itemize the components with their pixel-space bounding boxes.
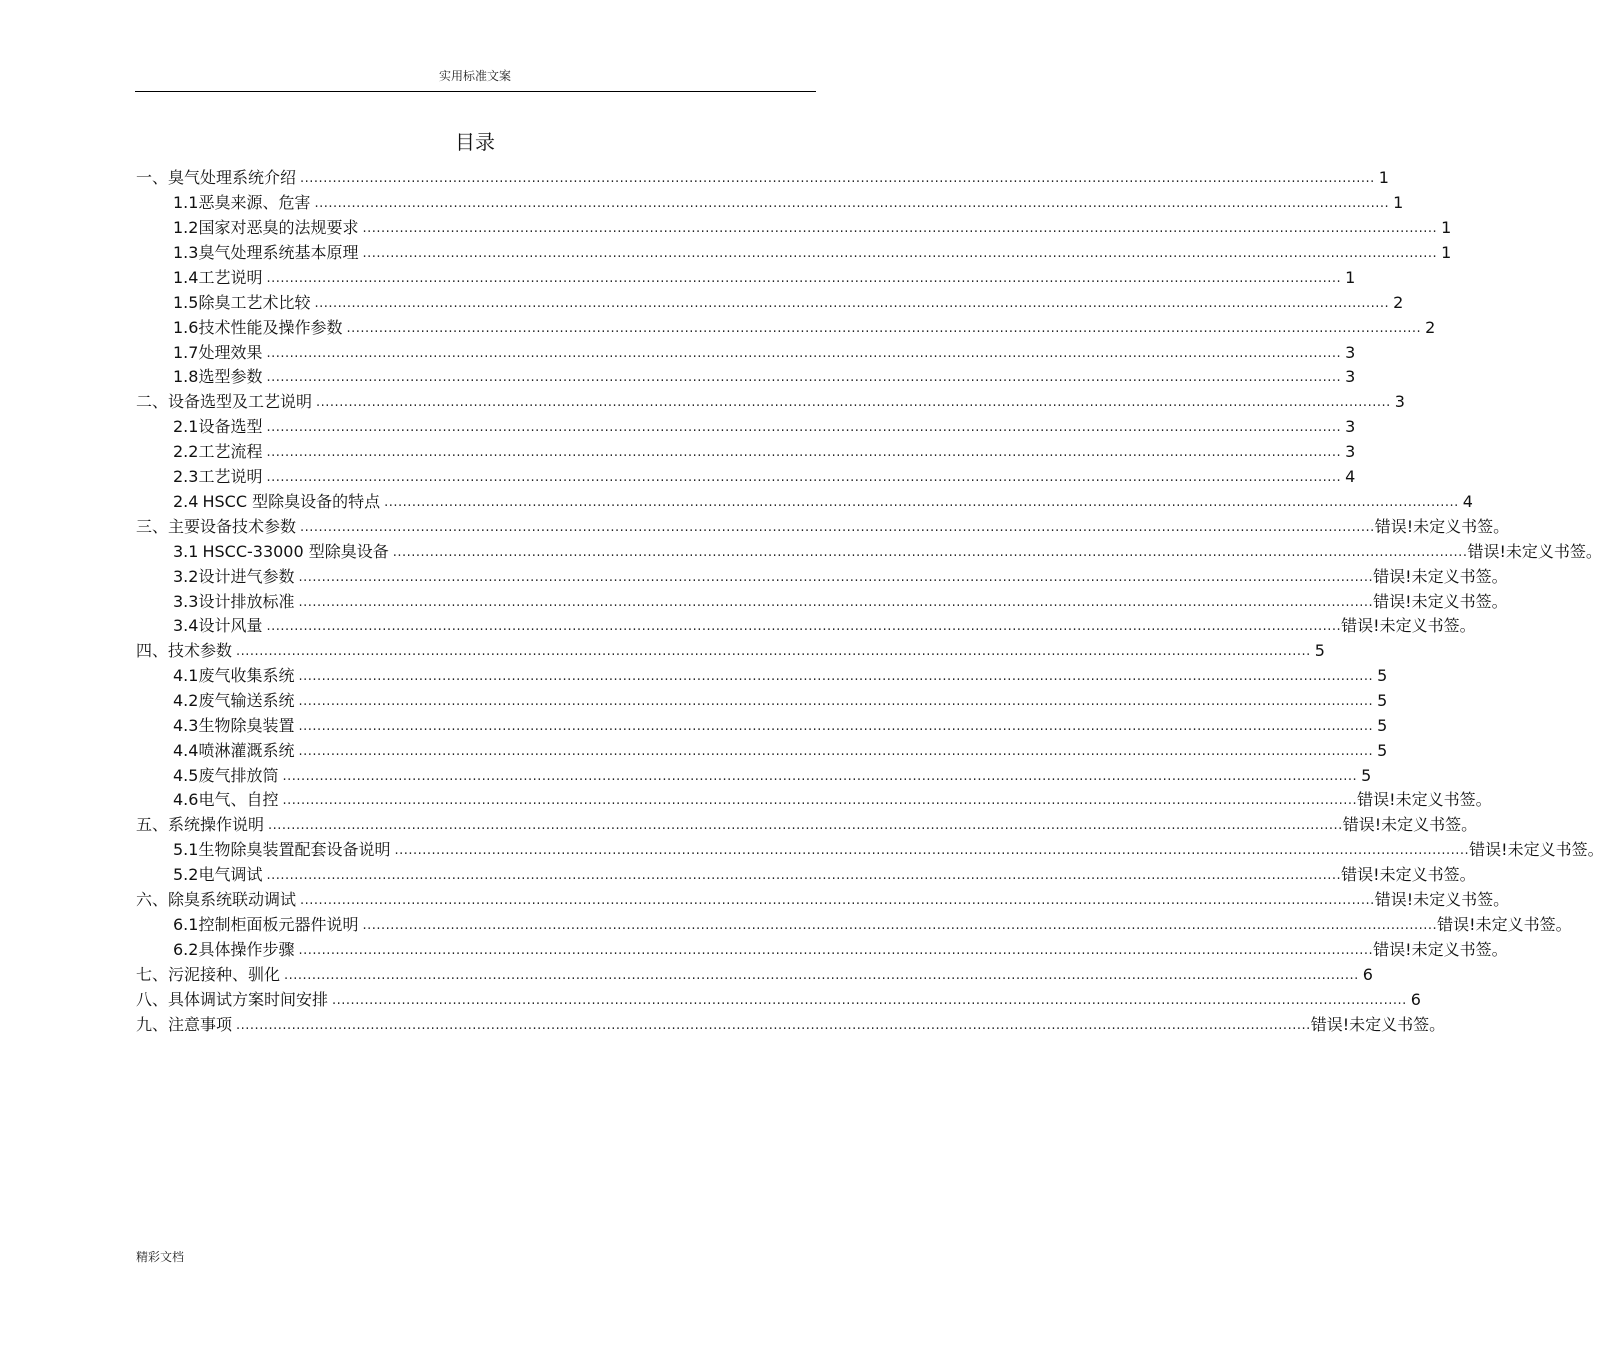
toc-entry-title: 具体操作步骤 [198, 940, 295, 959]
toc-entry-4-2[interactable] [173, 689, 1388, 713]
toc-entry-number: 4.1 [173, 666, 199, 685]
toc-page-number: 错误!未定义书签。 [1373, 940, 1508, 959]
toc-leader: ........................................................................................................................................................................................................................................ [300, 520, 1375, 535]
toc-entry-4-4[interactable] [173, 739, 1388, 763]
toc-entry-title: 废气输送系统 [198, 691, 295, 710]
toc-page-number: 5 [1314, 641, 1325, 660]
toc-page-number: 错误!未定义书签。 [1467, 542, 1602, 561]
toc-leader: ........................................................................................................................................................................................................................................ [266, 470, 1342, 485]
toc-entry-number: 1.3 [173, 243, 199, 262]
toc-entry-title: 设备选型 [198, 417, 263, 436]
toc-entry-2-2[interactable] [173, 440, 1356, 464]
toc-entry-number: 5.1 [173, 840, 199, 859]
toc-leader: ........................................................................................................................................................................................................................................ [284, 968, 1359, 983]
toc-entry-number: 1.6 [173, 318, 199, 337]
toc-leader: ........................................................................................................................................................................................................................................ [394, 843, 1470, 858]
toc-leader: ........................................................................................................................................................................................................................................ [362, 918, 1438, 933]
toc-entry-number: 1.4 [173, 268, 199, 287]
toc-leader: ........................................................................................................................................................................................................................................ [362, 221, 1438, 236]
toc-page-number: 6 [1362, 965, 1373, 984]
toc-entry-number: 1.1 [173, 193, 199, 212]
toc-page-number: 错误!未定义书签。 [1437, 915, 1572, 934]
toc-leader: ........................................................................................................................................................................................................................................ [236, 1018, 1311, 1033]
toc-entry-title: 恶臭来源、危害 [198, 193, 311, 212]
toc-entry-number: 6.1 [173, 915, 199, 934]
toc-page-number: 3 [1345, 367, 1356, 386]
toc-entry-6[interactable] [136, 888, 1510, 912]
toc-leader: ........................................................................................................................................................................................................................................ [298, 595, 1374, 610]
toc-entry-title: 电气、自控 [198, 790, 279, 809]
page-footer: 精彩文档 [136, 1250, 185, 1264]
toc-title: 目录 [455, 130, 495, 154]
toc-entry-1-1[interactable] [173, 191, 1404, 215]
toc-entry-title: 设计进气参数 [198, 567, 295, 586]
toc-entry-1-5[interactable] [173, 291, 1404, 315]
toc-leader: ........................................................................................................................................................................................................................................ [298, 719, 1374, 734]
toc-entry-number: 一、 [136, 168, 169, 187]
toc-leader: ........................................................................................................................................................................................................................................ [346, 321, 1422, 336]
toc-entry-title: 注意事项 [168, 1015, 233, 1034]
toc-page-number: 5 [1361, 766, 1372, 785]
toc-entry-title: 设计排放标准 [198, 592, 295, 611]
toc-page-number: 错误!未定义书签。 [1373, 592, 1508, 611]
toc-entry-1-4[interactable] [173, 266, 1356, 290]
toc-entry-1-3[interactable] [173, 241, 1452, 265]
toc-entry-9[interactable] [136, 1013, 1446, 1037]
toc-entry-1-6[interactable] [173, 316, 1436, 340]
toc-entry-4[interactable] [136, 639, 1325, 663]
toc-leader: ........................................................................................................................................................................................................................................ [300, 171, 1375, 186]
page-header: 实用标准文案 [438, 69, 511, 83]
toc-page-number: 错误!未定义书签。 [1341, 865, 1476, 884]
toc-entry-title: 控制柜面板元器件说明 [198, 915, 359, 934]
toc-entry-number: 2.2 [173, 442, 199, 461]
toc-entry-number: 4.6 [173, 790, 199, 809]
toc-leader: ........................................................................................................................................................................................................................................ [300, 893, 1375, 908]
toc-page-number: 4 [1462, 492, 1473, 511]
toc-entry-3-3[interactable] [173, 590, 1508, 614]
toc-leader: ........................................................................................................................................................................................................................................ [298, 744, 1374, 759]
toc-entry-number: 4.4 [173, 741, 199, 760]
toc-entry-title: 主要设备技术参数 [168, 517, 297, 536]
toc-entry-title: 生物除臭装置 [198, 716, 295, 735]
toc-entry-3-4[interactable] [173, 614, 1476, 638]
toc-entry-number: 四、 [136, 641, 169, 660]
toc-page-number: 错误!未定义书签。 [1357, 790, 1492, 809]
toc-page-number: 5 [1377, 666, 1388, 685]
toc-entry-number: 1.2 [173, 218, 199, 237]
toc-entry-number: 4.2 [173, 691, 199, 710]
toc-entry-title: 技术性能及操作参数 [198, 318, 343, 337]
toc-entry-number: 2.4 [173, 492, 199, 511]
toc-entry-6-1[interactable] [173, 913, 1572, 937]
toc-leader: ........................................................................................................................................................................................................................................ [266, 346, 1342, 361]
toc-entry-title: 除臭系统联动调试 [168, 890, 297, 909]
header-rule [135, 91, 816, 92]
toc-page-number: 1 [1441, 218, 1452, 237]
toc-entry-4-5[interactable] [173, 764, 1372, 788]
toc-page-number: 错误!未定义书签。 [1374, 890, 1510, 909]
toc-page-number: 错误!未定义书签。 [1373, 567, 1508, 586]
toc-entry-title: 喷淋灌溉系统 [198, 741, 295, 760]
toc-leader: ........................................................................................................................................................................................................................................ [266, 271, 1342, 286]
toc-entry-number: 五、 [136, 815, 169, 834]
toc-leader: ........................................................................................................................................................................................................................................ [298, 669, 1374, 684]
toc-entry-2-4[interactable] [173, 490, 1473, 514]
toc-leader: ........................................................................................................................................................................................................................................ [298, 943, 1374, 958]
toc-leader: ........................................................................................................................................................................................................................................ [298, 694, 1374, 709]
toc-entry-3-1[interactable] [173, 540, 1602, 564]
toc-entry-number: 4.3 [173, 716, 199, 735]
toc-page-number: 1 [1393, 193, 1404, 212]
toc-entry-3-2[interactable] [173, 565, 1508, 589]
toc-leader: ........................................................................................................................................................................................................................................ [314, 196, 1390, 211]
toc-page-number: 5 [1377, 691, 1388, 710]
toc-entry-title: 电气调试 [198, 865, 263, 884]
toc-page-number: 1 [1378, 168, 1389, 187]
toc-leader: ........................................................................................................................................................................................................................................ [266, 370, 1342, 385]
toc-page-number: 6 [1410, 990, 1421, 1009]
toc-page-number: 2 [1425, 318, 1436, 337]
toc-entry-title: 国家对恶臭的法规要求 [198, 218, 359, 237]
toc-entry-title: 工艺说明 [198, 467, 263, 486]
toc-entry-3[interactable] [136, 515, 1510, 539]
toc-leader: ........................................................................................................................................................................................................................................ [298, 570, 1374, 585]
toc-entry-5-2[interactable] [173, 863, 1476, 887]
toc-entry-number: 1.8 [173, 367, 199, 386]
toc-entry-number: 4.5 [173, 766, 199, 785]
toc-page-number: 5 [1377, 741, 1388, 760]
toc-entry-title: 废气排放筒 [198, 766, 279, 785]
toc-entry-1-7[interactable] [173, 341, 1356, 365]
toc-entry-title: 生物除臭装置配套设备说明 [198, 840, 391, 859]
toc-entry-title: 技术参数 [168, 641, 233, 660]
toc-leader: ........................................................................................................................................................................................................................................ [266, 619, 1342, 634]
toc-entry-number: 5.2 [173, 865, 199, 884]
toc-page-number: 1 [1441, 243, 1452, 262]
toc-entry-4-1[interactable] [173, 664, 1388, 688]
toc-entry-title: 选型参数 [198, 367, 263, 386]
toc-entry-number: 九、 [136, 1015, 169, 1034]
toc-entry-title: 设备选型及工艺说明 [168, 392, 313, 411]
toc-entry-number: 3.4 [173, 616, 199, 635]
toc-leader: ........................................................................................................................................................................................................................................ [314, 296, 1390, 311]
toc-entry-number: 6.2 [173, 940, 199, 959]
toc-entry-number: 2.1 [173, 417, 199, 436]
toc-entry-number: 二、 [136, 392, 169, 411]
toc-leader: ........................................................................................................................................................................................................................................ [236, 644, 1311, 659]
toc-page-number: 3 [1345, 442, 1356, 461]
toc-entry-title: HSCC 型除臭设备的特点 [202, 492, 381, 511]
toc-entry-title: 工艺说明 [198, 268, 263, 287]
toc-entry-title: 污泥接种、驯化 [168, 965, 281, 984]
toc-entry-number: 3.2 [173, 567, 199, 586]
toc-leader: ........................................................................................................................................................................................................................................ [266, 420, 1342, 435]
toc-entry-number: 三、 [136, 517, 169, 536]
toc-entry-number: 六、 [136, 890, 169, 909]
toc-entry-title: 处理效果 [198, 343, 263, 362]
toc-page-number: 3 [1345, 343, 1356, 362]
toc-entry-2-3[interactable] [173, 465, 1356, 489]
toc-entry-number: 七、 [136, 965, 169, 984]
toc-leader: ........................................................................................................................................................................................................................................ [266, 868, 1342, 883]
toc-entry-title: 设计风量 [198, 616, 263, 635]
toc-entry-number: 1.5 [173, 293, 199, 312]
toc-leader: ........................................................................................................................................................................................................................................ [268, 818, 1343, 833]
toc-page-number: 4 [1345, 467, 1356, 486]
toc-page-number: 3 [1345, 417, 1356, 436]
toc-entry-5[interactable] [136, 813, 1478, 837]
toc-entry-4-3[interactable] [173, 714, 1388, 738]
toc-leader: ........................................................................................................................................................................................................................................ [362, 246, 1438, 261]
toc-entry-2-1[interactable] [173, 415, 1356, 439]
toc-page-number: 2 [1393, 293, 1404, 312]
toc-entry-number: 1.7 [173, 343, 199, 362]
toc-entry-title: 工艺流程 [198, 442, 263, 461]
toc-entry-title: 具体调试方案时间安排 [168, 990, 329, 1009]
toc-entry-number: 2.3 [173, 467, 199, 486]
toc-entry-8[interactable] [136, 988, 1421, 1012]
toc-page-number: 错误!未定义书签。 [1341, 616, 1476, 635]
toc-entry-title: HSCC-33000 型除臭设备 [202, 542, 389, 561]
toc-page-number: 错误!未定义书签。 [1342, 815, 1478, 834]
toc-leader: ........................................................................................................................................................................................................................................ [316, 395, 1391, 410]
toc-entry-title: 臭气处理系统介绍 [168, 168, 297, 187]
toc-leader: ........................................................................................................................................................................................................................................ [266, 445, 1342, 460]
toc-entry-1-8[interactable] [173, 365, 1356, 389]
toc-entry-title: 废气收集系统 [198, 666, 295, 685]
toc-entry-number: 八、 [136, 990, 169, 1009]
toc-leader: ........................................................................................................................................................................................................................................ [392, 545, 1468, 560]
toc-entry-5-1[interactable] [173, 838, 1604, 862]
toc-page-number: 5 [1377, 716, 1388, 735]
toc-entry-6-2[interactable] [173, 938, 1508, 962]
toc-entry-4-6[interactable] [173, 788, 1492, 812]
toc-entry-title: 臭气处理系统基本原理 [198, 243, 359, 262]
toc-entry-1-2[interactable] [173, 216, 1452, 240]
toc-entry-number: 3.3 [173, 592, 199, 611]
toc-leader: ........................................................................................................................................................................................................................................ [282, 769, 1358, 784]
toc-entry-2[interactable] [136, 390, 1405, 414]
toc-entry-1[interactable] [136, 166, 1389, 190]
toc-entry-7[interactable] [136, 963, 1373, 987]
toc-entry-title: 除臭工艺术比较 [198, 293, 311, 312]
toc-leader: ........................................................................................................................................................................................................................................ [332, 993, 1407, 1008]
toc-leader: ........................................................................................................................................................................................................................................ [384, 495, 1459, 510]
toc-page-number: 错误!未定义书签。 [1374, 517, 1510, 536]
toc-leader: ........................................................................................................................................................................................................................................ [282, 793, 1358, 808]
toc-page-number: 错误!未定义书签。 [1469, 840, 1604, 859]
toc-page-number: 3 [1394, 392, 1405, 411]
toc-page-number: 1 [1345, 268, 1356, 287]
toc-entry-title: 系统操作说明 [168, 815, 265, 834]
toc-page-number: 错误!未定义书签。 [1310, 1015, 1446, 1034]
toc-entry-number: 3.1 [173, 542, 199, 561]
